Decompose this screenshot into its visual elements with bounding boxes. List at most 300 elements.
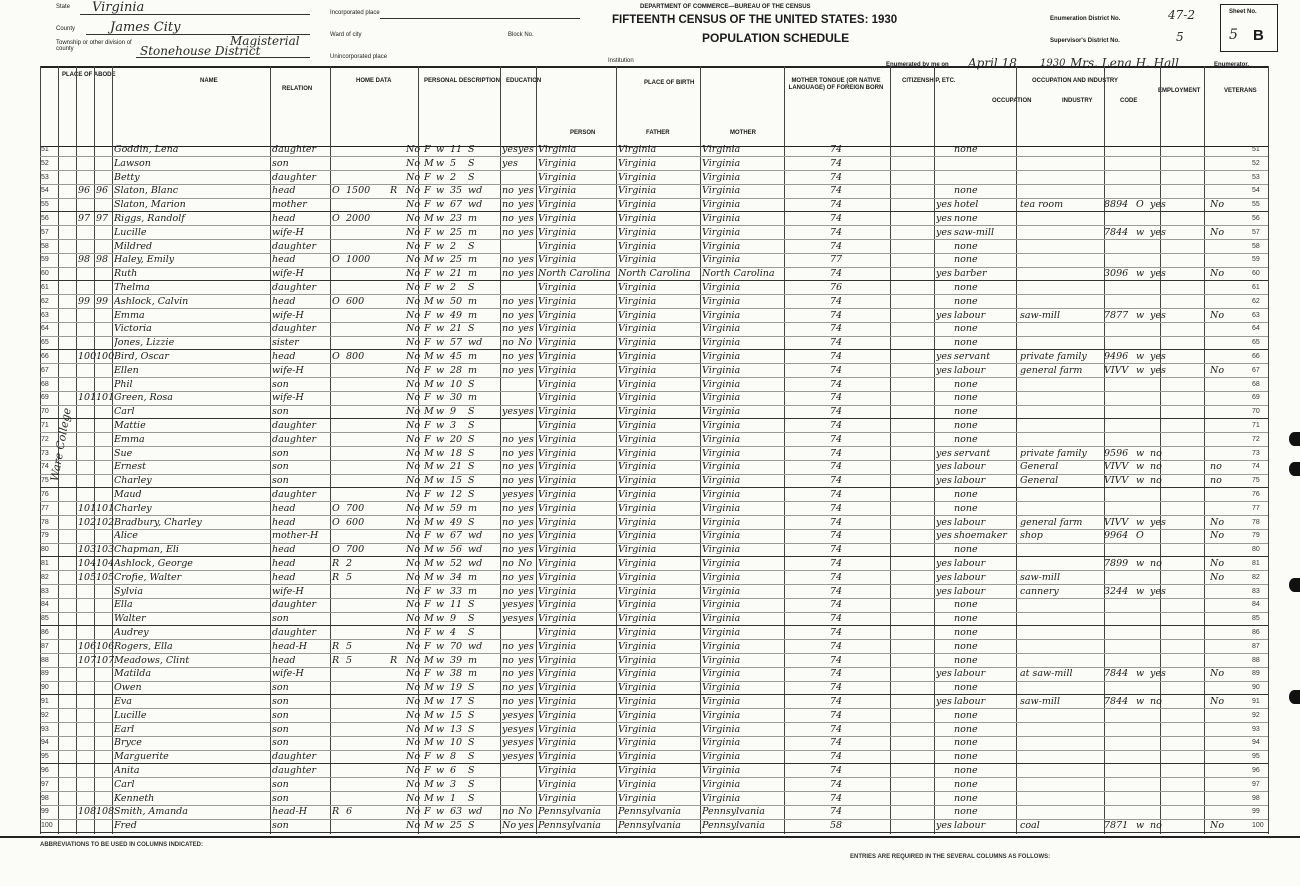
cell-val: 1500 xyxy=(346,185,371,197)
enum-district-value: 47-2 xyxy=(1168,8,1195,22)
cell-sex: F xyxy=(424,751,431,763)
cell-radio xyxy=(390,310,402,322)
cell-age: 25 xyxy=(450,226,463,238)
cell-sex: M xyxy=(424,544,434,556)
cell-fpob: Virginia xyxy=(618,185,657,197)
cell-rel: son xyxy=(272,778,289,790)
cell-fam xyxy=(96,530,114,542)
cell-eng xyxy=(936,779,954,791)
side-margin-note: Ware College xyxy=(48,406,74,483)
line-number-right: 85 xyxy=(1252,615,1260,623)
cell-mpob: Virginia xyxy=(702,654,741,666)
cell-emp xyxy=(1150,572,1170,584)
cell-age: 21 xyxy=(450,268,463,280)
cell-sch xyxy=(502,392,518,404)
cell-fam xyxy=(96,599,114,611)
cell-own xyxy=(332,379,344,391)
cell-fam xyxy=(96,323,114,335)
cell-cw xyxy=(1136,724,1148,736)
cell-mar: m xyxy=(468,668,478,680)
cell-ind: saw-mill xyxy=(1020,696,1061,707)
cell-own xyxy=(332,392,344,404)
cell-sex: M xyxy=(424,502,434,514)
cell-code: 74 xyxy=(830,723,843,735)
cell-mpob: Virginia xyxy=(702,696,741,707)
cell-race: w xyxy=(436,254,445,266)
cell-read: yes xyxy=(518,185,534,197)
cell-occ: none xyxy=(954,420,978,431)
cell-code: 74 xyxy=(830,157,843,169)
cell-sch xyxy=(502,765,518,777)
cell-vet: No xyxy=(1210,558,1225,569)
cell-mpob: Virginia xyxy=(702,475,741,487)
cell-fpob: Pennsylvania xyxy=(618,806,681,818)
cell-vet xyxy=(1210,641,1230,653)
cell-occode xyxy=(1104,379,1134,391)
cell-sch: no xyxy=(502,185,514,197)
cell-occ: servant xyxy=(954,447,991,459)
cell-vet xyxy=(1210,158,1230,170)
cell-n: 93 xyxy=(41,725,49,733)
cell-ind xyxy=(1020,641,1102,653)
cell-fpob: Virginia xyxy=(618,696,657,707)
cell-occ: none xyxy=(954,613,978,625)
cell-age: 25 xyxy=(450,820,463,832)
cell-pob: Virginia xyxy=(538,654,577,666)
cell-ind: General xyxy=(1020,461,1059,473)
cell-occode xyxy=(1104,406,1134,418)
cell-pob: Virginia xyxy=(538,613,577,625)
cell-sex: M xyxy=(424,351,434,362)
cell-sch: no xyxy=(502,558,514,569)
cell-cw xyxy=(1136,282,1148,294)
cell-fam xyxy=(96,820,114,832)
cell-code: 74 xyxy=(830,585,843,597)
cell-fam xyxy=(96,144,114,156)
department: DEPARTMENT OF COMMERCE—BUREAU OF THE CENSUS xyxy=(640,4,811,10)
col-code: CODE xyxy=(1120,98,1138,104)
cell-read: yes xyxy=(518,613,534,625)
cell-code: 74 xyxy=(830,502,843,514)
cell-pob: Virginia xyxy=(538,199,577,211)
cell-fam xyxy=(96,682,114,694)
cell-sex: M xyxy=(424,820,434,832)
cell-rel: wife-H xyxy=(272,309,304,321)
cell-radio xyxy=(390,434,402,446)
cell-race: w xyxy=(436,268,445,280)
cell-cw xyxy=(1136,158,1148,170)
cell-rel: head xyxy=(272,213,296,224)
cell-mpob: Virginia xyxy=(702,240,741,252)
cell-mpob: Virginia xyxy=(702,364,741,376)
cell-age: 2 xyxy=(450,282,457,293)
cell-occode xyxy=(1104,737,1134,749)
cell-race: w xyxy=(436,709,445,721)
cell-sch xyxy=(502,282,518,294)
cell-sch xyxy=(502,241,518,253)
cell-ind xyxy=(1020,710,1102,722)
cell-mpob: Virginia xyxy=(702,640,741,652)
cell-sex: F xyxy=(424,585,431,597)
cell-read: No xyxy=(518,558,533,569)
cell-read xyxy=(518,779,536,791)
cell-radio xyxy=(390,613,402,625)
cell-cw: w xyxy=(1136,475,1145,487)
cell-rel: daughter xyxy=(272,599,317,611)
cell-fam xyxy=(96,710,114,722)
cell-farm: No xyxy=(406,723,421,735)
cell-name: Charley xyxy=(114,475,152,487)
table-row xyxy=(40,254,1268,267)
cell-fam xyxy=(96,751,114,763)
cell-emp xyxy=(1150,710,1170,722)
table-row xyxy=(40,337,1268,350)
cell-own: O xyxy=(332,544,340,556)
cell-occ: none xyxy=(954,144,978,155)
cell-emp xyxy=(1150,751,1170,763)
cell-vet xyxy=(1210,655,1230,667)
cell-name: Lucille xyxy=(114,226,147,238)
cell-rel: daughter xyxy=(272,489,317,500)
cell-read xyxy=(518,241,536,253)
cell-name: Eva xyxy=(114,696,132,707)
cell-eng xyxy=(936,406,954,418)
cell-race: w xyxy=(436,723,445,735)
line-number-right: 78 xyxy=(1252,518,1260,526)
cell-name: Bird, Oscar xyxy=(114,351,169,362)
cell-mpob: Virginia xyxy=(702,295,741,307)
cell-emp xyxy=(1150,213,1170,225)
cell-occode: VIVV xyxy=(1104,461,1129,473)
cell-sex: F xyxy=(424,806,431,818)
cell-occ: none xyxy=(954,723,978,735)
cell-val xyxy=(346,172,386,184)
cell-rel: daughter xyxy=(272,323,317,335)
line-number-right: 59 xyxy=(1252,256,1260,264)
cell-own xyxy=(332,448,344,460)
cell-race: w xyxy=(436,171,445,183)
cell-radio xyxy=(390,696,402,708)
cell-cw: w xyxy=(1136,268,1145,280)
cell-race: w xyxy=(436,696,445,707)
cell-mar: S xyxy=(468,723,475,735)
cell-ind xyxy=(1020,544,1102,556)
cell-occ: none xyxy=(954,213,978,224)
cell-sch: no xyxy=(502,337,514,349)
cell-occ: none xyxy=(954,737,978,749)
cell-fpob: Virginia xyxy=(618,530,657,542)
cell-occ: none xyxy=(954,627,978,638)
cell-age: 70 xyxy=(450,640,463,652)
table-row xyxy=(40,282,1268,295)
cell-emp xyxy=(1150,655,1170,667)
cell-occode xyxy=(1104,158,1134,170)
cell-n: 86 xyxy=(41,629,49,636)
cell-mpob: Virginia xyxy=(702,585,741,597)
cell-mar: S xyxy=(468,516,475,528)
line-number-right: 73 xyxy=(1252,449,1260,457)
cell-vet: No xyxy=(1210,668,1225,680)
cell-val: 2 xyxy=(346,558,353,569)
cell-occ: barber xyxy=(954,268,987,280)
cell-occ: labour xyxy=(954,571,986,583)
cell-ind xyxy=(1020,379,1102,391)
cell-farm: No xyxy=(406,778,421,790)
cell-name: Fred xyxy=(114,820,137,832)
cell-occode: VIVV xyxy=(1104,516,1129,528)
township-value: Stonehouse District xyxy=(140,44,261,58)
cell-vet xyxy=(1210,434,1230,446)
cell-radio xyxy=(390,599,402,611)
cell-fam xyxy=(96,448,114,460)
cell-radio xyxy=(390,351,402,363)
cell-own xyxy=(332,282,344,294)
sheet-side: B xyxy=(1253,27,1264,44)
cell-read: No xyxy=(518,806,533,818)
cell-sex: M xyxy=(424,378,434,390)
cell-code: 74 xyxy=(830,351,843,362)
col-occupation-industry: OCCUPATION AND INDUSTRY xyxy=(1032,78,1118,84)
cell-code: 74 xyxy=(830,144,843,155)
cell-fpob: Virginia xyxy=(618,144,657,155)
table-row xyxy=(40,586,1268,599)
cell-ind xyxy=(1020,724,1102,736)
cell-read xyxy=(518,765,536,777)
cell-own xyxy=(332,710,344,722)
cell-cw: w xyxy=(1136,516,1145,528)
cell-race: w xyxy=(436,323,445,335)
cell-cw xyxy=(1136,144,1148,156)
cell-fpob: Virginia xyxy=(618,323,657,335)
cell-eng xyxy=(936,710,954,722)
cell-rel: head xyxy=(272,516,296,528)
line-number-right: 53 xyxy=(1252,173,1260,181)
cell-emp: yes xyxy=(1150,364,1166,376)
cell-cw xyxy=(1136,627,1148,639)
cell-occode xyxy=(1104,655,1134,667)
cell-race: w xyxy=(436,185,445,197)
cell-farm: No xyxy=(406,820,421,832)
cell-radio xyxy=(390,489,402,501)
cell-eng xyxy=(936,765,954,777)
institution-label: Institution xyxy=(608,58,634,64)
cell-mar: S xyxy=(468,709,475,721)
table-row xyxy=(40,558,1268,571)
cell-occode xyxy=(1104,420,1134,432)
cell-emp: yes xyxy=(1150,226,1166,238)
cell-age: 59 xyxy=(450,502,463,514)
cell-own xyxy=(332,461,344,473)
cell-own: R xyxy=(332,654,340,666)
cell-vet xyxy=(1210,282,1230,294)
cell-mar: m xyxy=(468,351,478,362)
cell-own: O xyxy=(332,351,340,362)
cell-cw xyxy=(1136,572,1148,584)
cell-name: Ashlock, Calvin xyxy=(114,295,189,307)
cell-age: 21 xyxy=(450,323,463,335)
cell-sch: No xyxy=(502,820,517,832)
cell-rel: head-H xyxy=(272,640,307,652)
cell-age: 6 xyxy=(450,765,457,776)
cell-mar: wd xyxy=(468,185,483,197)
cell-emp xyxy=(1150,779,1170,791)
cell-read: yes xyxy=(518,254,534,266)
cell-age: 56 xyxy=(450,544,463,556)
cell-vet xyxy=(1210,613,1230,625)
cell-radio xyxy=(390,379,402,391)
cell-rel: wife-H xyxy=(272,585,304,597)
cell-fpob: Virginia xyxy=(618,502,657,514)
cell-code: 74 xyxy=(830,268,843,280)
cell-emp: no xyxy=(1150,696,1162,707)
cell-pob: North Carolina xyxy=(538,268,611,280)
cell-own xyxy=(332,227,344,239)
cell-occode: 7844 xyxy=(1104,226,1129,238)
cell-pob: Virginia xyxy=(538,323,577,335)
cell-rel: son xyxy=(272,792,289,804)
cell-cw: w xyxy=(1136,820,1145,832)
cell-radio xyxy=(390,406,402,418)
cell-dw xyxy=(78,682,96,694)
cell-sex: F xyxy=(424,337,431,349)
cell-emp: yes xyxy=(1150,351,1166,362)
cell-occode: VIVV xyxy=(1104,364,1129,376)
cell-occode xyxy=(1104,765,1134,777)
cell-name: Slaton, Blanc xyxy=(114,185,179,197)
cell-occ xyxy=(954,158,1016,170)
cell-vet xyxy=(1210,765,1230,777)
cell-mar: S xyxy=(468,627,475,638)
cell-farm: No xyxy=(406,640,421,652)
cell-code: 74 xyxy=(830,806,843,818)
cell-cw: w xyxy=(1136,447,1145,459)
cell-fpob: Virginia xyxy=(618,406,657,418)
cell-val xyxy=(346,323,386,335)
table-row xyxy=(40,599,1268,612)
cell-pob: Virginia xyxy=(538,447,577,459)
cell-mpob: Virginia xyxy=(702,751,741,763)
cell-own: O xyxy=(332,254,340,266)
cell-sch: no xyxy=(502,351,514,362)
cell-code: 74 xyxy=(830,406,843,418)
cell-val xyxy=(346,530,386,542)
cell-occ: none xyxy=(954,295,978,307)
cell-n: 89 xyxy=(41,670,49,678)
cell-code: 77 xyxy=(830,254,843,266)
cell-name: Charley xyxy=(114,502,152,514)
cell-code: 76 xyxy=(830,282,843,293)
cell-farm: No xyxy=(406,157,421,169)
cell-radio xyxy=(390,296,402,308)
cell-code: 74 xyxy=(830,654,843,666)
cell-dw xyxy=(78,820,96,832)
cell-code: 74 xyxy=(830,323,843,335)
line-number-right: 97 xyxy=(1252,780,1260,788)
cell-rel: wife-H xyxy=(272,392,304,404)
cell-emp: yes xyxy=(1150,268,1166,280)
cell-val: 2000 xyxy=(346,213,371,224)
cell-farm: No xyxy=(406,268,421,280)
cell-rel: son xyxy=(272,723,289,735)
cell-cw xyxy=(1136,323,1148,335)
col-veterans: VETERANS xyxy=(1224,88,1257,94)
cell-sex: F xyxy=(424,489,431,500)
cell-vet: No xyxy=(1210,530,1225,542)
cell-own xyxy=(332,599,344,611)
cell-pob: Virginia xyxy=(538,668,577,680)
cell-cw xyxy=(1136,765,1148,777)
cell-mpob: Virginia xyxy=(702,682,741,694)
cell-read: yes xyxy=(518,351,534,362)
cell-fpob: Virginia xyxy=(618,433,657,445)
cell-n: 52 xyxy=(41,159,49,167)
cell-race: w xyxy=(436,475,445,487)
cell-code: 74 xyxy=(830,489,843,500)
cell-race: w xyxy=(436,654,445,666)
table-row xyxy=(40,461,1268,474)
cell-emp xyxy=(1150,737,1170,749)
cell-sex: M xyxy=(424,516,434,528)
cell-sex: M xyxy=(424,461,434,473)
cell-eng xyxy=(936,627,954,639)
cell-cw: O xyxy=(1136,199,1144,211)
cell-vet xyxy=(1210,406,1230,418)
cell-rel: mother xyxy=(272,199,307,211)
line-number-right: 51 xyxy=(1252,146,1260,153)
cell-sch: no xyxy=(502,309,514,321)
cell-n: 80 xyxy=(41,546,49,554)
cell-vet xyxy=(1210,544,1230,556)
cell-occ: saw-mill xyxy=(954,226,995,238)
cell-vet xyxy=(1210,379,1230,391)
cell-ind xyxy=(1020,392,1102,404)
cell-sch: yes xyxy=(502,599,518,611)
cell-emp xyxy=(1150,489,1170,501)
cell-fam: 104 xyxy=(96,558,114,569)
cell-mar: S xyxy=(468,378,475,390)
cell-farm: No xyxy=(406,420,421,431)
table-row xyxy=(40,172,1268,185)
cell-code: 74 xyxy=(830,240,843,252)
cell-occ: none xyxy=(954,323,978,335)
cell-fam: 106 xyxy=(96,640,114,652)
cell-pob: Virginia xyxy=(538,420,577,431)
cell-vet xyxy=(1210,241,1230,253)
cell-cw: O xyxy=(1136,530,1144,542)
cell-farm: No xyxy=(406,144,421,155)
cell-fpob: Virginia xyxy=(618,640,657,652)
cell-radio xyxy=(390,461,402,473)
cell-cw xyxy=(1136,779,1148,791)
cell-read: yes xyxy=(518,447,534,459)
table-row xyxy=(40,710,1268,723)
col-citizenship: CITIZENSHIP, ETC. xyxy=(902,78,956,84)
cell-occ: none xyxy=(954,185,978,197)
cell-farm: No xyxy=(406,295,421,307)
cell-code: 74 xyxy=(830,682,843,694)
cell-eng xyxy=(936,599,954,611)
cell-own xyxy=(332,627,344,639)
cell-radio xyxy=(390,572,402,584)
cell-mar: S xyxy=(468,420,475,431)
cell-name: Audrey xyxy=(114,627,149,638)
cell-sex: F xyxy=(424,199,431,211)
cell-dw xyxy=(78,379,96,391)
cell-eng xyxy=(936,379,954,391)
table-row xyxy=(40,503,1268,516)
cell-ind xyxy=(1020,282,1102,294)
cell-pob: Virginia xyxy=(538,696,577,707)
